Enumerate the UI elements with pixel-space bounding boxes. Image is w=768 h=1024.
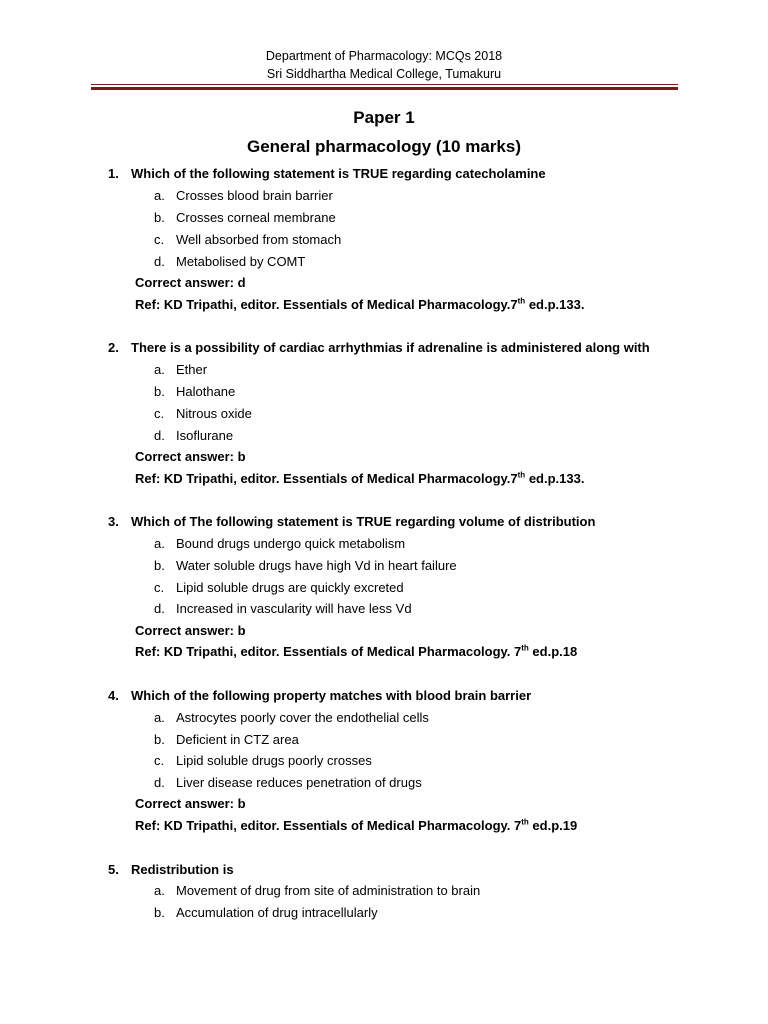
option-letter: a. [154,536,165,551]
reference [135,644,577,659]
correct-answer: Correct answer: b [135,449,246,464]
reference-superscript: th [521,817,529,827]
option-letter: c. [154,580,165,595]
option-letter: b. [154,558,165,573]
option-letter: d. [154,775,165,790]
question-number: 4. [108,688,119,703]
correct-answer: Correct answer: b [135,796,246,811]
header-rule-thin [91,84,678,85]
question-text: Which of The following statement is TRUE regarding volume of distribution [131,514,596,529]
option-text: Increased in vascularity will have less Vd [176,601,412,616]
reference-superscript: th [517,470,526,480]
option-text: Isoflurane [176,428,234,443]
reference-superscript: th [517,296,526,306]
option-text: Ether [176,362,208,377]
reference-suffix: ed.p.18 [528,644,578,659]
question-number: 2. [108,340,119,355]
reference-suffix: ed.p.133. [525,297,585,312]
reference-suffix: ed.p.133. [525,471,585,486]
question-text: Which of the following statement is TRUE regarding catecholamine [131,166,546,181]
header-rule-thick [91,87,678,90]
reference-text: Ref: KD Tripathi, editor. Essentials of Medical Pharmacology.7 [135,297,518,312]
option-letter: b. [154,905,165,920]
option-text: Metabolised by COMT [176,254,306,269]
header-college: Sri Siddhartha Medical College, Tumakuru [266,67,502,81]
option-text: Deficient in CTZ area [176,732,299,747]
option-letter: b. [154,732,165,747]
option-text: Lipid soluble drugs are quickly excreted [176,580,404,595]
option-letter: d. [154,601,165,616]
question-number: 5. [108,862,119,877]
reference-text: Ref: KD Tripathi, editor. Essentials of Medical Pharmacology.7 [135,471,518,486]
option-letter: c. [154,232,165,247]
question-text: Which of the following property matches with blood brain barrier [131,688,532,703]
option-letter: a. [154,362,165,377]
question-number: 3. [108,514,119,529]
reference [135,818,577,833]
reference-suffix: ed.p.19 [528,818,578,833]
question-text: Redistribution is [131,862,234,877]
option-letter: a. [154,188,165,203]
option-letter: d. [154,428,165,443]
option-text: Water soluble drugs have high Vd in heart failure [176,558,457,573]
option-text: Astrocytes poorly cover the endothelial cells [176,710,429,725]
question-number: 1. [108,166,119,181]
reference [135,471,584,486]
option-text: Lipid soluble drugs poorly crosses [176,753,372,768]
reference [135,297,584,312]
option-letter: b. [154,384,165,399]
option-text: Bound drugs undergo quick metabolism [176,536,406,551]
option-letter: c. [154,753,165,768]
correct-answer: Correct answer: d [135,275,246,290]
option-letter: c. [154,406,165,421]
section-title: General pharmacology (10 marks) [246,137,521,156]
option-text: Crosses corneal membrane [176,210,336,225]
option-letter: a. [154,710,165,725]
option-text: Nitrous oxide [176,406,252,421]
option-text: Liver disease reduces penetration of drugs [176,775,422,790]
header-department: Department of Pharmacology: MCQs 2018 [265,49,503,63]
option-text: Halothane [176,384,236,399]
reference-text: Ref: KD Tripathi, editor. Essentials of Medical Pharmacology. 7 [135,818,522,833]
question-text: There is a possibility of cardiac arrhythmias if adrenaline is administered along with [131,340,650,355]
option-letter: b. [154,210,165,225]
option-text: Crosses blood brain barrier [176,188,333,203]
option-text: Movement of drug from site of administration to brain [176,883,481,898]
option-text: Accumulation of drug intracellularly [176,905,378,920]
reference-superscript: th [521,643,529,653]
option-letter: a. [154,883,165,898]
paper-title: Paper 1 [353,108,415,127]
option-text: Well absorbed from stomach [176,232,342,247]
correct-answer: Correct answer: b [135,623,246,638]
option-letter: d. [154,254,165,269]
reference-text: Ref: KD Tripathi, editor. Essentials of Medical Pharmacology. 7 [135,644,522,659]
